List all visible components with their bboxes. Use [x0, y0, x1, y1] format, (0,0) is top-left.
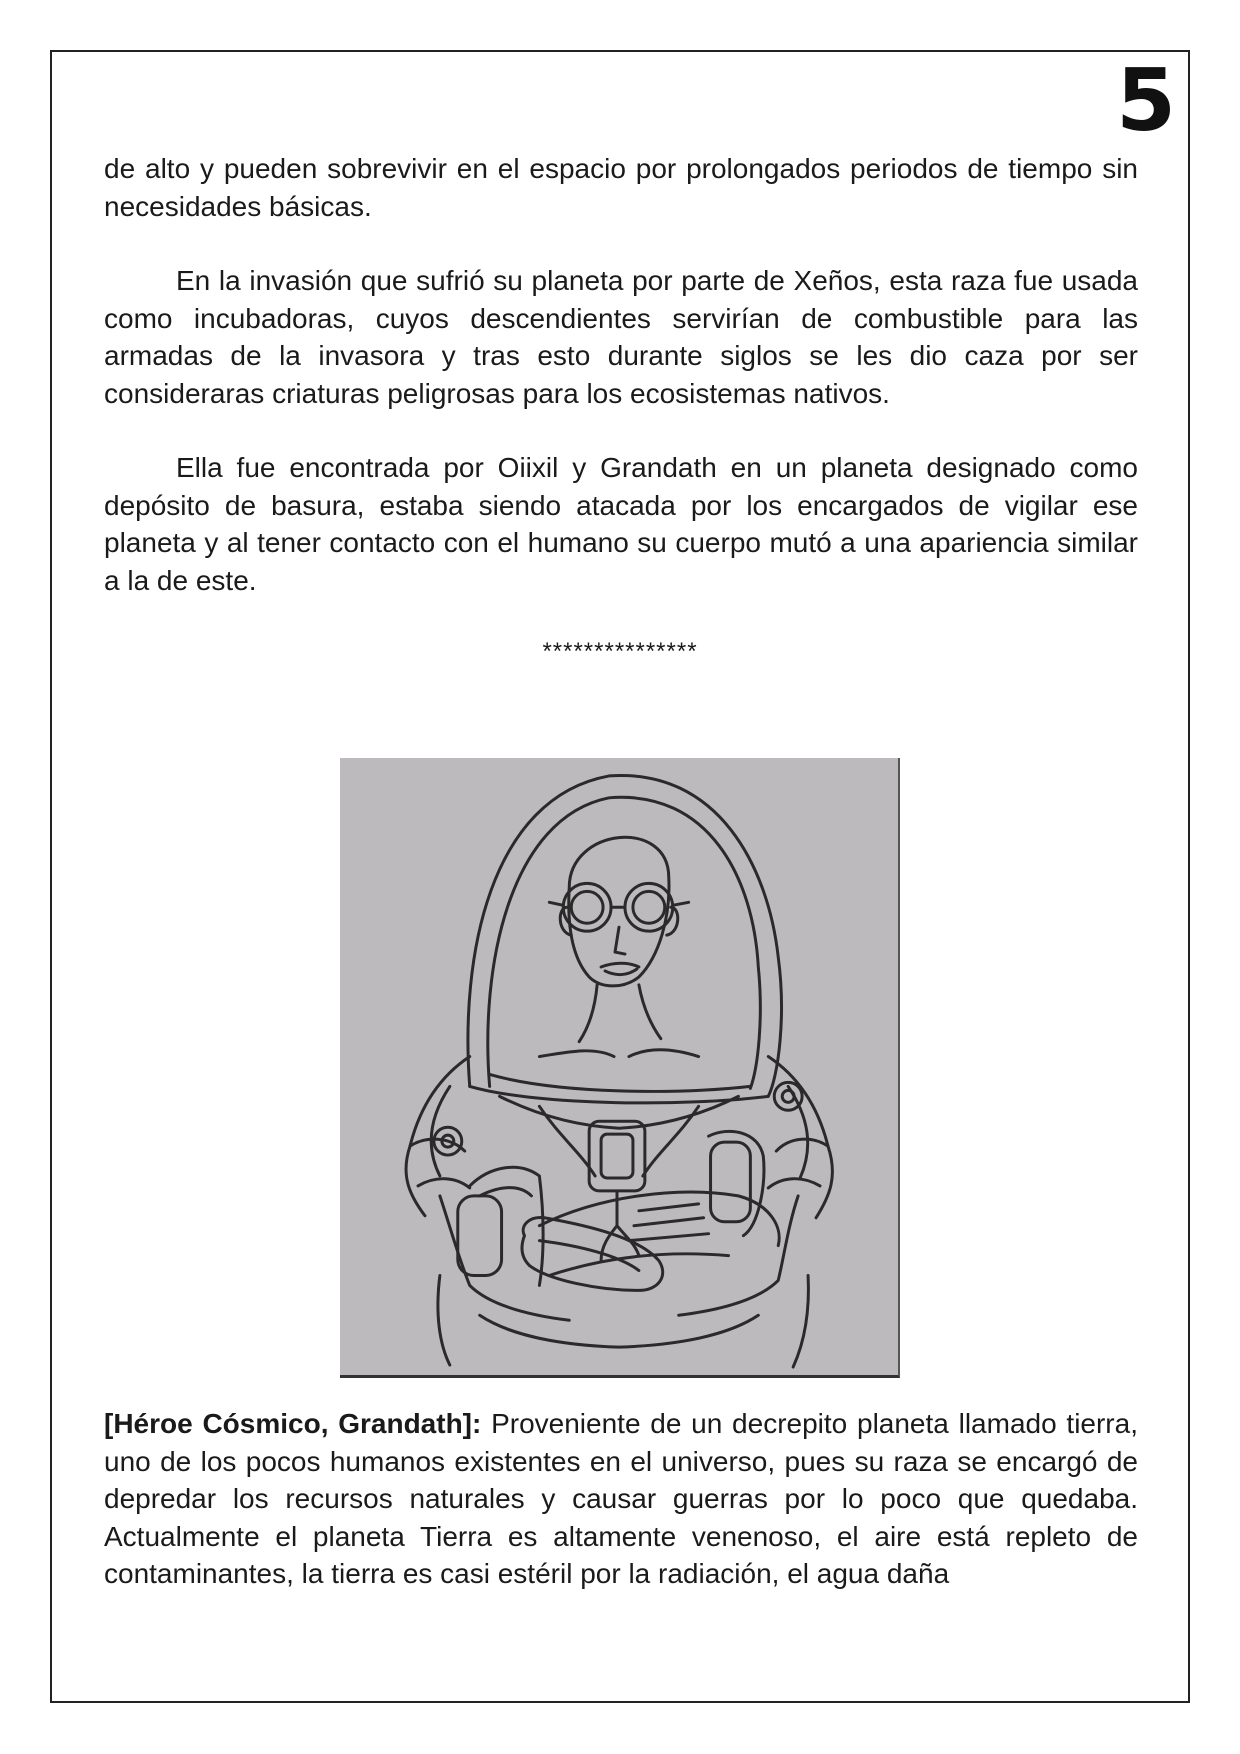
paragraph-encounter: Ella fue encontrada por Oiixil y Grandath en un planeta designado como depósito de basura, estaba siendo atacada por los encargados de vigilar ese planeta y al tener contacto con el humano su cuerpo mutó a una apariencia similar a la de este.	[104, 452, 1138, 596]
character-illustration	[340, 758, 900, 1378]
paragraph-invasion: En la invasión que sufrió su planeta por parte de Xeños, esta raza fue usada como incubadoras, cuyos descendientes servirían de combustible para las armadas de la invasora y tras esto durante siglos se les dio caza por ser consideraras criaturas peligrosas para los ecosistemas nativos.	[104, 265, 1138, 409]
hero-entry-text: Proveniente de un decrepito planeta llamado tierra, uno de los pocos humanos existentes en el universo, pues su raza se encargó de depredar los recursos naturales y causar guerras por lo poco que quedaba. Actualmente el planeta Tierra es altamente venenoso, el aire está repleto de contaminantes, la tierra es casi estéril por la radiación, el agua daña	[104, 1408, 1138, 1589]
hero-entry-heading: [Héroe Cósmico, Grandath]:	[104, 1408, 482, 1439]
section-separator: ***************	[542, 638, 698, 665]
page-number: 5	[1116, 51, 1176, 151]
hero-entry-paragraph	[104, 1405, 1138, 1593]
astronaut-sketch	[340, 758, 898, 1375]
paragraph-continuation: de alto y pueden sobrevivir en el espacio por prolongados periodos de tiempo sin necesidades básicas.	[104, 153, 1138, 222]
